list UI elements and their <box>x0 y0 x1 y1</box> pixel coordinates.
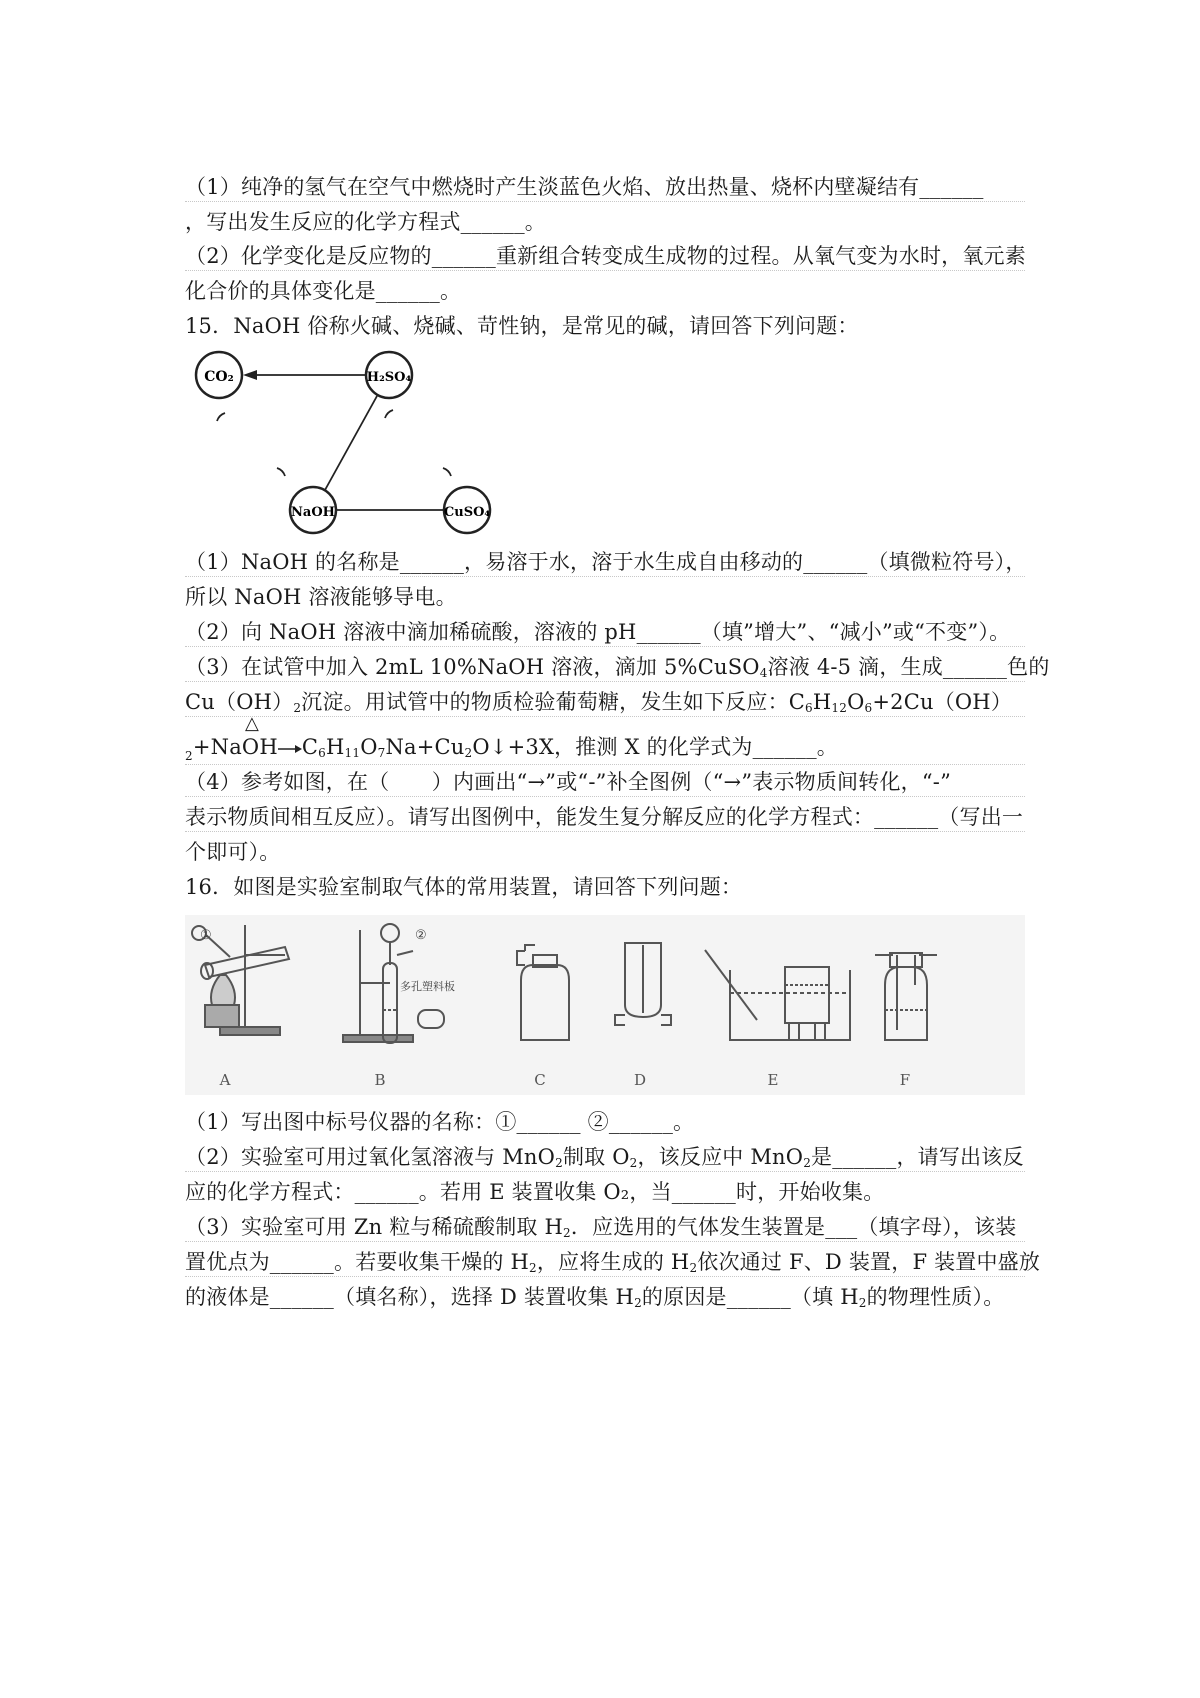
naoh-node <box>290 487 336 533</box>
heating-condition-symbol: △ <box>245 713 259 734</box>
question-15-stem: 15．NaOH 俗称火碱、烧碱、苛性钠，是常见的碱，请回答下列问题： <box>185 314 859 338</box>
svg-text:CO₂: CO₂ <box>204 369 234 385</box>
apparatus-label: D <box>633 1071 647 1089</box>
text-line: （4）参考如图，在（ ）内画出“→”或“-”补全图例（“→”表示物质间转化，“-” <box>185 768 1025 797</box>
text-line: （2）化学变化是反应物的______重新组合转变成生成物的过程。从氧气变为水时，氧元素 <box>185 242 1025 271</box>
svg-text:CuSO₄: CuSO₄ <box>443 505 491 520</box>
text-line: （3）实验室可用 Zn 粒与稀硫酸制取 $H_2$．应选用的气体发生装置是___（填字母），该装 <box>185 1213 1025 1242</box>
apparatus-label: F <box>899 1071 911 1089</box>
text-line: $_2$+NaOH $C_6H_{11}O_7Na+Cu_2O↓+3X$，推测 X 的化学式为______。 <box>185 733 1025 765</box>
text-line: 表示物质间相互反应）。请写出图例中，能发生复分解反应的化学方程式：______（写出一 <box>185 803 1025 832</box>
svg-text:多孔塑料板: 多孔塑料板 <box>400 980 455 993</box>
text-line: ，写出发生反应的化学方程式______。 <box>185 210 546 234</box>
svg-text:H₂SO₄: H₂SO₄ <box>366 370 412 385</box>
text-line: 个即可）。 <box>185 840 281 864</box>
text-line: （3）在试管中加入 2mL 10%NaOH 溶液，滴加 5%CuSO$_4$溶液 4-5 滴，生成______色的 <box>185 655 1050 680</box>
text-line: 化合价的具体变化是______。 <box>185 279 462 303</box>
h2so4-naoh-link <box>325 396 377 490</box>
apparatus-label: E <box>767 1071 779 1089</box>
text-line: （1）写出图中标号仪器的名称：①______ ②______。 <box>185 1110 695 1134</box>
apparatus-label: B <box>374 1071 386 1089</box>
apparatus-label: A <box>219 1071 231 1089</box>
text-line: 置优点为______。若要收集干燥的 $H_2$，应将生成的 $H_2$依次通过 F、D 装置，F 装置中盛放 <box>185 1250 1041 1275</box>
reaction-relation-diagram <box>185 350 515 545</box>
lab-apparatus-figure <box>185 915 1025 1095</box>
svg-text:NaOH: NaOH <box>291 505 335 520</box>
question-16-stem: 16．如图是实验室制取气体的常用装置，请回答下列问题： <box>185 875 743 899</box>
co2-node <box>196 352 242 398</box>
cuso4-node <box>444 487 491 533</box>
text-line: $Cu(OH)_2$沉淀。用试管中的物质检验葡萄糖，发生如下反应：$C_6H_{12}O_6+2Cu(OH)$ <box>185 688 1025 717</box>
svg-text:②: ② <box>415 928 427 943</box>
text-line: （1）NaOH 的名称是______，易溶于水，溶于水生成自由移动的______（填微粒符号）， <box>185 548 1025 577</box>
text-line: （2）实验室可用过氧化氢溶液与 MnO$_2$制取 $O_2$，该反应中 MnO$_2$是______，请写出该反 <box>185 1145 1024 1170</box>
h2so4-node <box>366 352 412 398</box>
svg-text:①: ① <box>200 928 212 943</box>
text-line: 所以 NaOH 溶液能够导电。 <box>185 585 457 609</box>
reaction-arrow-icon <box>278 742 302 756</box>
text-line: （2）向 NaOH 溶液中滴加稀硫酸，溶液的 pH______（填”增大”、“减小”或“不变”）。 <box>185 618 1025 647</box>
apparatus-label: C <box>534 1071 546 1089</box>
text-line: 应的化学方程式：______。若用 E 装置收集 O₂，当______时，开始收集。 <box>185 1180 885 1204</box>
text-line: 的液体是______（填名称），选择 D 装置收集 $H_2$的原因是______（填 $H_2$的物理性质）。 <box>185 1285 1005 1310</box>
text-line: （1）纯净的氢气在空气中燃烧时产生淡蓝色火焰、放出热量、烧杯内壁凝结有______ <box>185 173 1025 202</box>
